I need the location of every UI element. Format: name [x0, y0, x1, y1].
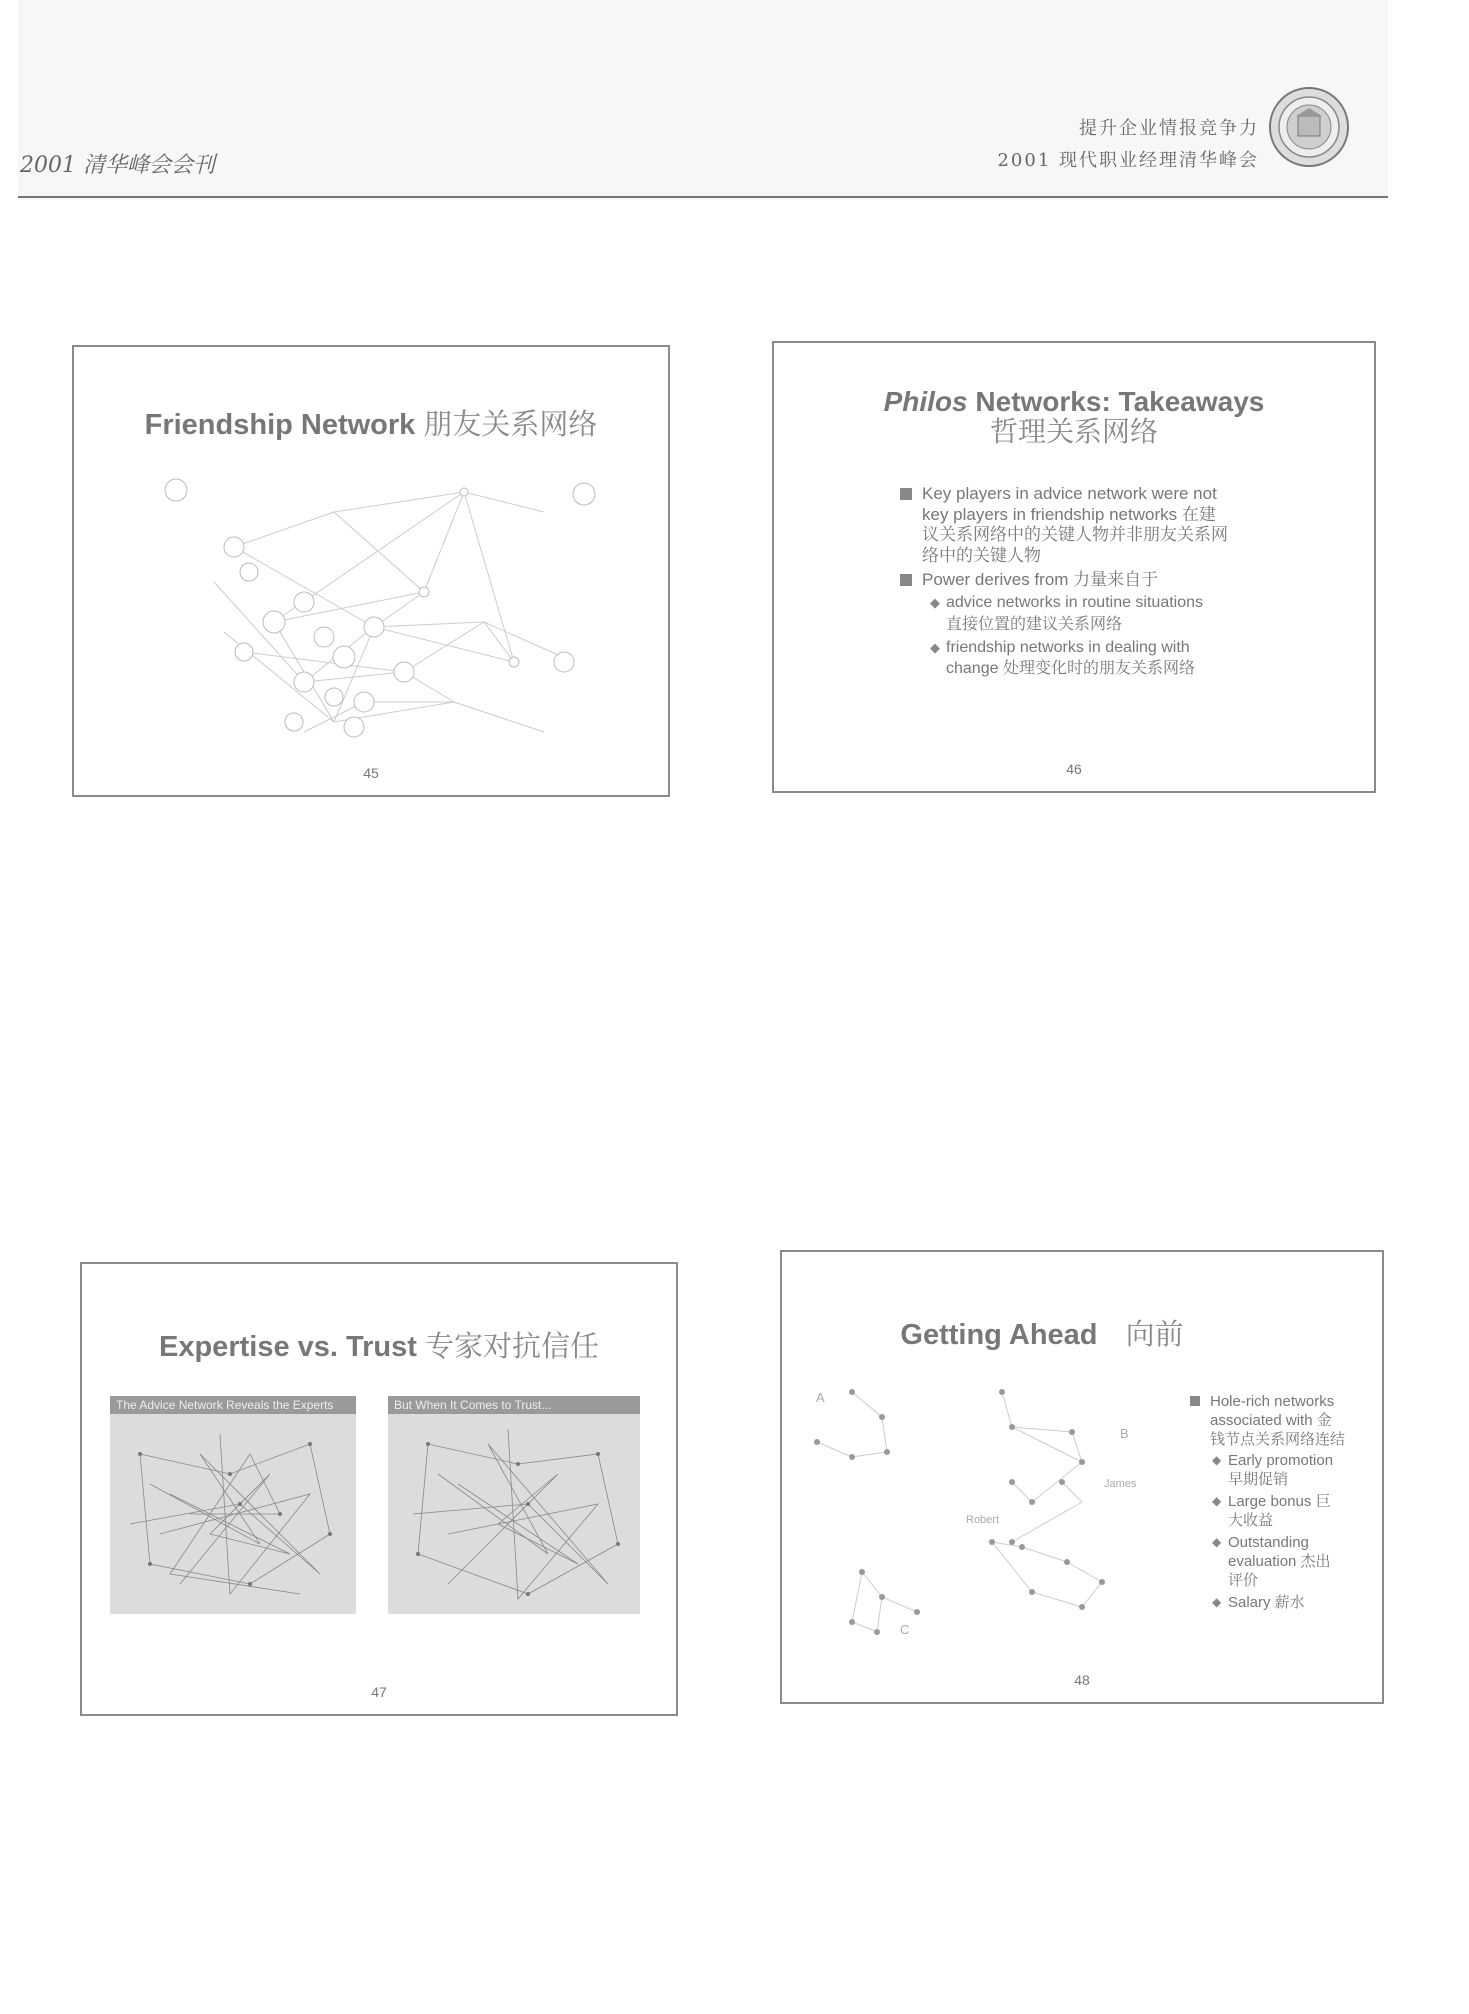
- slide-expertise-vs-trust: [80, 1262, 678, 1716]
- slide-title: [74, 402, 668, 443]
- sub-bullet-line: Outstanding: [1228, 1534, 1309, 1551]
- advice-network-diagram: [110, 1414, 356, 1614]
- square-bullet-icon: [900, 488, 912, 500]
- slide-title: [782, 1312, 1302, 1353]
- sub-bullet-line: 评价: [1228, 1571, 1259, 1589]
- slide-page-number: 45: [363, 765, 379, 781]
- slide-title-italic: Philos: [883, 386, 968, 417]
- slide-philos-takeaways: [772, 341, 1376, 793]
- slide-title-cn: 哲理关系网络: [989, 415, 1158, 448]
- sub-bullet-item: [900, 637, 1360, 679]
- node-label-a: A: [816, 1390, 825, 1405]
- bullet-line: Key players in advice network were not: [922, 484, 1217, 503]
- sub-bullet-line: Early promotion: [1228, 1452, 1334, 1469]
- diamond-bullet-icon: ◆: [1212, 1535, 1222, 1549]
- sub-bullet-line: 大收益: [1228, 1511, 1274, 1529]
- panel-caption: The Advice Network Reveals the Experts: [110, 1396, 356, 1414]
- diamond-bullet-icon: ◆: [1212, 1453, 1222, 1467]
- header-divider: [18, 196, 1388, 198]
- bullet-item: [1190, 1392, 1378, 1449]
- bullet-line: key players in friendship networks 在建: [922, 505, 1216, 524]
- node-label-b: B: [1120, 1426, 1129, 1441]
- bullet-line: 钱节点关系网络连结: [1210, 1430, 1346, 1448]
- advice-network-panel: [110, 1396, 356, 1614]
- slide-page-number: 48: [1074, 1672, 1090, 1688]
- slide-title: [82, 1324, 676, 1365]
- bullet-line: 络中的关键人物: [922, 546, 1041, 566]
- panel-caption: But When It Comes to Trust...: [388, 1396, 640, 1414]
- square-bullet-icon: [900, 574, 912, 586]
- slide-title-cn: 专家对抗信任: [424, 1329, 599, 1363]
- sub-bullet-line: advice networks in routine situations: [946, 594, 1204, 611]
- bullet-line: Hole-rich networks: [1210, 1393, 1335, 1410]
- slide-title-cn: 向前: [1125, 1317, 1184, 1351]
- bullet-line: associated with 金: [1210, 1412, 1332, 1429]
- takeaway-bullets: [900, 483, 1360, 682]
- sub-bullet-item: [1190, 1593, 1378, 1612]
- diamond-bullet-icon: ◆: [1212, 1595, 1222, 1609]
- header-slogan-line1: 提升企业情报竞争力: [1079, 118, 1259, 139]
- friendship-network-diagram: [74, 472, 668, 772]
- diamond-bullet-icon: ◆: [930, 640, 940, 655]
- slide-title-cn: 朋友关系网络: [423, 407, 598, 441]
- node-label-robert: Robert: [966, 1514, 1000, 1526]
- bullet-item: [900, 569, 1360, 590]
- sub-bullet-line: 直接位置的建议关系网络: [946, 614, 1123, 633]
- node-label-c: C: [900, 1622, 910, 1637]
- sub-bullet-line: 早期促销: [1228, 1470, 1289, 1488]
- bullet-item: [900, 483, 1360, 567]
- slide-title-en: Getting Ahead: [900, 1319, 1098, 1351]
- slide-title: [774, 387, 1374, 447]
- slide-getting-ahead: [780, 1250, 1384, 1704]
- trust-network-panel: [388, 1396, 640, 1614]
- slide-title-en: Friendship Network: [144, 409, 416, 441]
- trust-network-diagram: [388, 1414, 640, 1614]
- getting-ahead-bullets: [1190, 1392, 1378, 1615]
- diamond-bullet-icon: ◆: [930, 595, 940, 610]
- slide-friendship-network: [72, 345, 670, 797]
- slide-title-en: Expertise vs. Trust: [159, 1331, 417, 1363]
- university-seal-icon: [1268, 86, 1350, 168]
- bullet-line: 议关系网络中的关键人物并非朋友关系网: [922, 525, 1228, 545]
- square-bullet-icon: [1190, 1396, 1200, 1406]
- sub-bullet-item: [1190, 1533, 1378, 1590]
- sub-bullet-line: evaluation 杰出: [1228, 1553, 1331, 1570]
- slide-title-en: Networks: Takeaways: [975, 386, 1265, 417]
- sub-bullet-line: friendship networks in dealing with: [946, 639, 1190, 656]
- publication-title: 2001 清华峰会会刊: [20, 153, 215, 178]
- slide-page-number: 47: [371, 1684, 387, 1700]
- sub-bullet-line: Large bonus 巨: [1228, 1493, 1331, 1510]
- diamond-bullet-icon: ◆: [1212, 1494, 1222, 1508]
- sub-bullet-item: [1190, 1492, 1378, 1530]
- sub-bullet-line: change 处理变化时的朋友关系网络: [946, 660, 1195, 677]
- slide-page-number: 46: [1066, 761, 1082, 777]
- node-label-james: James: [1104, 1478, 1137, 1490]
- bullet-line: Power derives from 力量来自于: [922, 570, 1159, 589]
- sub-bullet-line: Salary 薪水: [1228, 1594, 1305, 1611]
- sub-bullet-item: [900, 592, 1360, 634]
- header-slogan-line2: 2001 现代职业经理清华峰会: [997, 150, 1259, 171]
- sub-bullet-item: [1190, 1451, 1378, 1489]
